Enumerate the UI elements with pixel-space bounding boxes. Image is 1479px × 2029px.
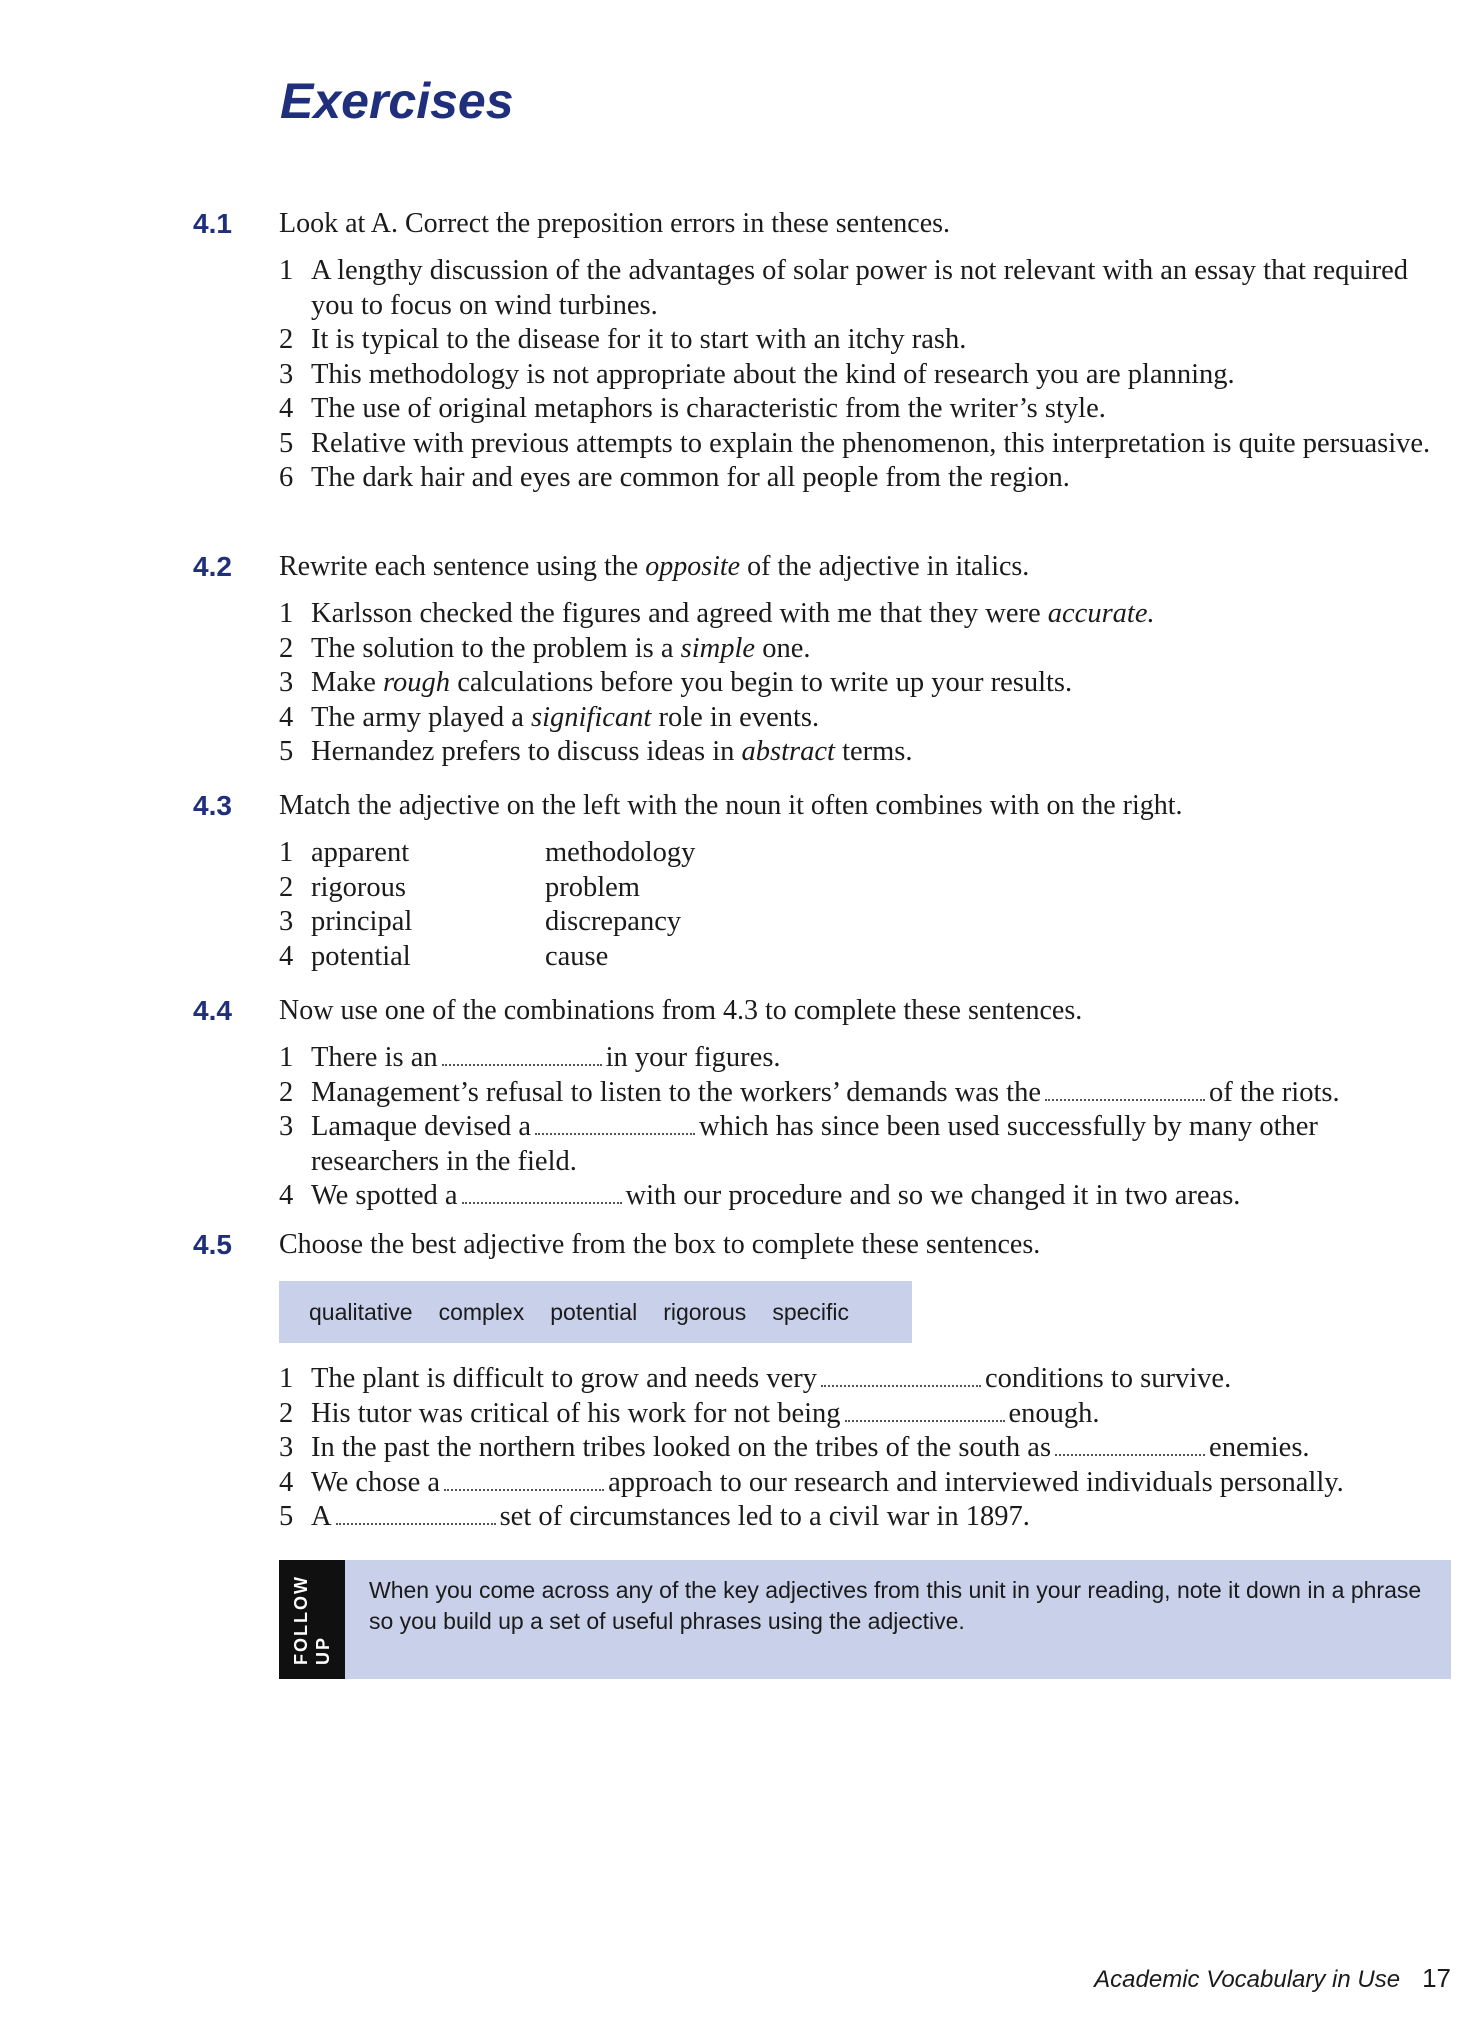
- item-number: 3: [279, 906, 294, 937]
- sentence-item: [279, 427, 1451, 462]
- italic-adjective: abstract: [741, 736, 835, 767]
- tab-line: FOLLOW: [291, 1575, 311, 1665]
- adjective: potential: [311, 940, 411, 972]
- italic-adjective: rough: [383, 667, 451, 698]
- item-number: 2: [279, 871, 294, 903]
- adjective: apparent: [311, 837, 410, 868]
- item-number: 2: [279, 324, 294, 355]
- sentence-item: [279, 323, 1451, 358]
- instruction-text: of the adjective in italics.: [740, 551, 1030, 582]
- box-word: complex: [438, 1298, 525, 1325]
- sentence-item: [279, 1397, 1451, 1432]
- exercise-number: 4.3: [193, 790, 232, 821]
- item-text: Management’s refusal to listen to the workers’ demands was the: [311, 1076, 1041, 1108]
- item-text: Karlsson checked the figures and agreed with me that they were: [311, 598, 1048, 629]
- item-text: We chose a: [311, 1466, 441, 1498]
- item-text: The use of original metaphors is characteristic from the writer’s style.: [311, 393, 1106, 424]
- sentence-item: [279, 1179, 1451, 1214]
- sentence-item: [279, 701, 1451, 736]
- item-text: terms.: [834, 736, 913, 767]
- item-text: In the past the northern tribes looked on the tribes of the south as: [311, 1432, 1052, 1463]
- sentence-item: [279, 632, 1451, 667]
- sentence-item: [279, 1041, 1451, 1076]
- item-text: enemies.: [1209, 1432, 1310, 1463]
- box-word: qualitative: [309, 1298, 413, 1325]
- sentence-item: [279, 597, 1451, 632]
- item-text: A: [311, 1501, 332, 1532]
- exercise-instruction: Look at A. Correct the preposition errors in these sentences.: [279, 208, 951, 239]
- item-text: with our procedure and so we changed it in two areas.: [625, 1180, 1241, 1211]
- noun: cause: [545, 940, 609, 972]
- instruction-text: Rewrite each sentence using the: [279, 551, 646, 582]
- item-number: 2: [279, 1076, 294, 1108]
- noun: methodology: [545, 837, 696, 868]
- answer-blank[interactable]: [845, 1400, 1005, 1422]
- item-number: 3: [279, 667, 294, 698]
- item-text: There is an: [311, 1042, 438, 1073]
- item-text: of the riots.: [1208, 1076, 1340, 1108]
- sentence-item: [279, 1110, 1451, 1179]
- item-number: 5: [279, 427, 294, 459]
- answer-blank[interactable]: [462, 1182, 622, 1204]
- item-number: 4: [279, 393, 294, 424]
- box-word: potential: [550, 1298, 638, 1325]
- sentence-item: [279, 666, 1451, 701]
- item-number: 4: [279, 701, 294, 733]
- item-text: conditions to survive.: [985, 1363, 1232, 1394]
- italic-adjective: significant: [530, 701, 652, 733]
- item-text: It is typical to the disease for it to start with an itchy rash.: [311, 324, 967, 355]
- noun: problem: [545, 871, 640, 903]
- follow-up-tab-label: [290, 1575, 334, 1665]
- item-text: which has since been used successfully by many other researchers in the field.: [311, 1111, 1318, 1177]
- item-number: 3: [279, 1432, 294, 1463]
- item-text: calculations before you begin to write up your results.: [450, 667, 1073, 698]
- item-text: one.: [755, 632, 811, 664]
- exercise-instruction: Match the adjective on the left with the noun it often combines with on the right.: [279, 790, 1183, 821]
- item-text: Make: [311, 667, 384, 698]
- sentence-item: [279, 461, 1451, 496]
- exercise-instruction: Choose the best adjective from the box to complete these sentences.: [279, 1229, 1041, 1260]
- answer-blank[interactable]: [336, 1503, 496, 1525]
- item-number: 1: [279, 1042, 294, 1073]
- item-number: 3: [279, 358, 294, 390]
- sentence-item: [279, 1362, 1451, 1397]
- follow-up-box: [279, 1560, 1451, 1679]
- item-number: 2: [279, 632, 294, 664]
- box-word: specific: [772, 1298, 850, 1325]
- item-number: 4: [279, 940, 294, 972]
- item-text: A lengthy discussion of the advantages of solar power is not relevant with an essay that required you to focus on wind turbines.: [311, 255, 1408, 321]
- item-number: 6: [279, 462, 294, 493]
- item-text: Lamaque devised a: [311, 1111, 531, 1142]
- item-text: Hernandez prefers to discuss ideas in: [311, 736, 742, 767]
- item-number: 1: [279, 255, 294, 286]
- answer-blank[interactable]: [535, 1113, 695, 1135]
- exercise-number: 4.5: [193, 1229, 232, 1260]
- exercise-instruction: [279, 551, 1029, 583]
- page-title: Exercises: [280, 73, 514, 129]
- italic-adjective: simple: [680, 632, 756, 664]
- item-text: The plant is difficult to grow and needs very: [311, 1363, 818, 1394]
- item-text: This methodology is not appropriate about the kind of research you are planning.: [311, 358, 1235, 390]
- answer-blank[interactable]: [442, 1044, 602, 1066]
- item-text: enough.: [1008, 1397, 1100, 1429]
- italic-adjective: accurate.: [1047, 598, 1155, 629]
- adjective: rigorous: [311, 871, 406, 903]
- sentence-item: [279, 254, 1451, 323]
- sentence-item: [279, 392, 1451, 427]
- item-text: approach to our research and interviewed individuals personally.: [608, 1466, 1344, 1498]
- answer-blank[interactable]: [444, 1469, 604, 1491]
- noun: discrepancy: [545, 906, 682, 937]
- item-number: 4: [279, 1180, 294, 1211]
- item-text: role in events.: [651, 701, 820, 733]
- item-number: 1: [279, 598, 294, 629]
- item-text: set of circumstances led to a civil war in 1897.: [499, 1501, 1030, 1532]
- sentence-item: [279, 1466, 1451, 1501]
- sentence-item: [279, 358, 1451, 393]
- word-box: [279, 1281, 912, 1343]
- adjective: principal: [311, 906, 413, 937]
- follow-up-tab: [279, 1560, 345, 1679]
- box-word: rigorous: [663, 1298, 747, 1325]
- item-text: The dark hair and eyes are common for all people from the region.: [311, 462, 1070, 493]
- tab-line: UP: [313, 1635, 333, 1665]
- sentence-item: [279, 1500, 1451, 1535]
- item-text: The solution to the problem is a: [311, 632, 681, 664]
- item-number: 5: [279, 736, 294, 767]
- item-text: His tutor was critical of his work for not being: [311, 1397, 841, 1429]
- item-number: 2: [279, 1397, 294, 1429]
- follow-up-text: When you come across any of the key adjectives from this unit in your reading, note it down in a phrase so you build up a set of useful phrases using the adjective.: [369, 1577, 1422, 1634]
- page-number: 17: [1422, 1963, 1451, 1993]
- exercise-number: 4.4: [193, 995, 232, 1026]
- item-text: The army played a: [311, 701, 531, 733]
- instruction-emphasis: opposite: [645, 551, 741, 582]
- answer-blank[interactable]: [1055, 1434, 1205, 1456]
- exercise-instruction: Now use one of the combinations from 4.3 to complete these sentences.: [279, 995, 1083, 1026]
- page-footer: [1094, 1963, 1451, 1994]
- item-text: We spotted a: [311, 1180, 458, 1211]
- item-text: in your figures.: [605, 1042, 781, 1073]
- book-title: Academic Vocabulary in Use: [1094, 1966, 1401, 1993]
- sentence-item: [279, 1076, 1451, 1111]
- sentence-item: [279, 1431, 1451, 1466]
- item-number: 4: [279, 1466, 294, 1498]
- exercise-number: 4.1: [193, 208, 232, 239]
- item-number: 5: [279, 1501, 294, 1532]
- sentence-item: [279, 735, 1451, 770]
- item-text: Relative with previous attempts to explain the phenomenon, this interpretation is quite persuasive.: [311, 427, 1431, 459]
- item-number: 1: [279, 1363, 294, 1394]
- answer-blank[interactable]: [821, 1365, 981, 1387]
- item-number: 3: [279, 1111, 294, 1142]
- answer-blank[interactable]: [1045, 1079, 1205, 1101]
- item-number: 1: [279, 837, 294, 868]
- exercise-number: 4.2: [193, 551, 232, 582]
